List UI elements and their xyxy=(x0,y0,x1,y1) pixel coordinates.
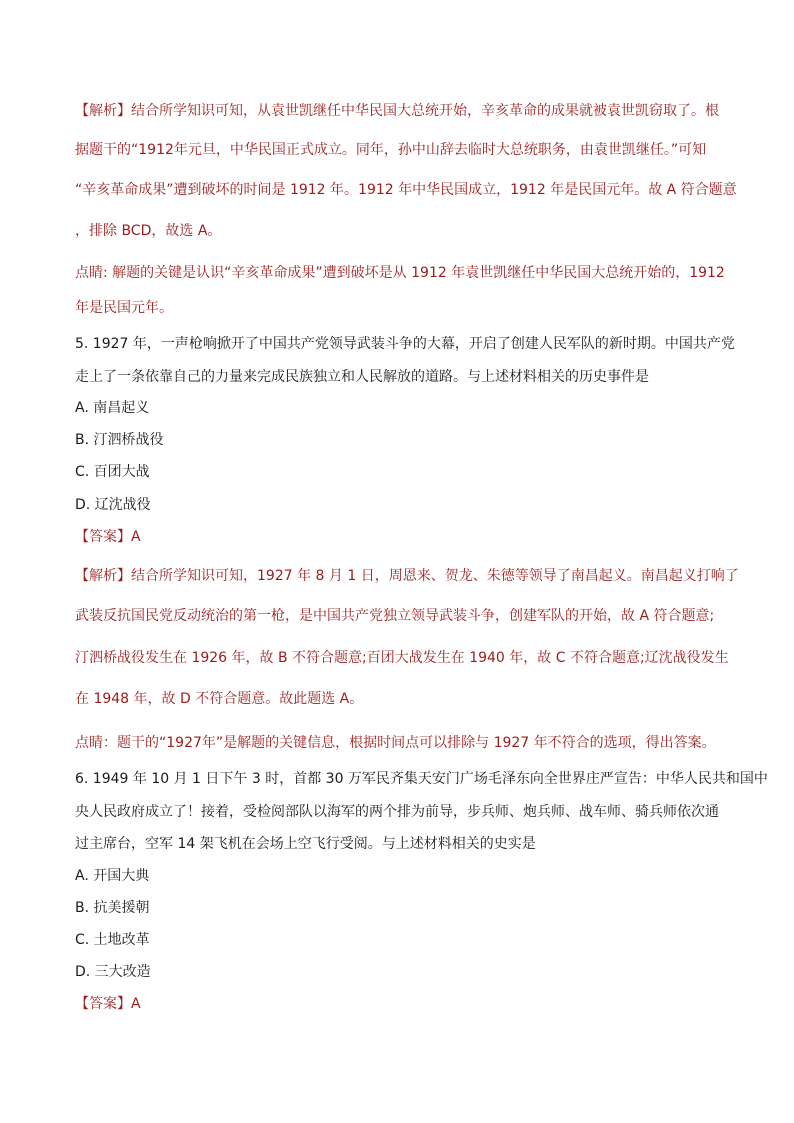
question-5-option-a: A. 南昌起义 xyxy=(75,400,150,416)
question-5-line-1: 5. 1927 年，一声枪响掀开了中国共产党领导武装斗争的大幕，开启了创建人民军队的新时期。中国共产党 xyxy=(75,336,735,352)
question-6-option-a: A. 开国大典 xyxy=(75,868,150,884)
analysis-4-line-4: ，排除 BCD，故选 A。 xyxy=(75,223,222,239)
question-6-option-b: B. 抗美援朝 xyxy=(75,900,150,916)
analysis-4-line-2: 据题干的“1912年元旦，中华民国正式成立。同年，孙中山辞去临时大总统职务，由袁世凯继任。”可知 xyxy=(75,142,707,158)
analysis-tag: 【解析】 xyxy=(75,103,131,119)
question-6-line-1: 6. 1949 年 10 月 1 日下午 3 时，首都 30 万军民齐集天安门广场毛泽东向全世界庄严宣告：中华人民共和国中 xyxy=(75,771,768,787)
answer-tag: 【答案】 xyxy=(75,996,131,1012)
question-5-option-b: B. 汀泗桥战役 xyxy=(75,432,164,448)
analysis-5-line-1: 【解析】结合所学知识可知，1927 年 8 月 1 日，周恩来、贺龙、朱德等领导了南昌起义。南昌起义打响了 xyxy=(75,568,739,584)
answer-5 xyxy=(75,527,141,547)
analysis-tag: 【解析】 xyxy=(75,568,131,584)
question-6-option-d: D. 三大改造 xyxy=(75,964,151,980)
question-5-line-2: 走上了一条依靠自己的力量来完成民族独立和人民解放的道路。与上述材料相关的历史事件是 xyxy=(75,369,649,385)
tip-label: 点睛: xyxy=(75,265,108,281)
question-6-line-3: 过主席台，空军 14 架飞机在会场上空飞行受阅。与上述材料相关的史实是 xyxy=(75,836,536,852)
question-5-option-d: D. 辽沈战役 xyxy=(75,497,151,513)
analysis-5-line-4: 在 1948 年，故 D 不符合题意。故此题选 A。 xyxy=(75,691,364,707)
analysis-5-line-2: 武装反抗国民党反动统治的第一枪，是中国共产党独立领导武装斗争，创建军队的开始，故 A 符合题意; xyxy=(75,608,715,624)
answer-value: A xyxy=(131,996,141,1012)
tip-4-line-1: 点睛: 解题的关键是认识“辛亥革命成果”遭到破坏是从 1912 年袁世凯继任中华民国大总统开始的，1912 xyxy=(75,265,725,281)
question-6-option-c: C. 土地改革 xyxy=(75,932,150,948)
analysis-5-line-3: 汀泗桥战役发生在 1926 年，故 B 不符合题意;百团大战发生在 1940 年，故 C 不符合题意;辽沈战役发生 xyxy=(75,650,729,666)
analysis-4-line-1: 【解析】结合所学知识可知，从袁世凯继任中华民国大总统开始，辛亥革命的成果就被袁世凯窃取了。根 xyxy=(75,103,719,119)
analysis-4-line-3: “辛亥革命成果”遭到破坏的时间是 1912 年。1912 年中华民国成立，1912 年是民国元年。故 A 符合题意 xyxy=(75,182,737,198)
answer-tag: 【答案】 xyxy=(75,529,131,545)
answer-6 xyxy=(75,994,141,1014)
tip-4-line-2: 年是民国元年。 xyxy=(75,300,173,316)
tip-label: 点睛： xyxy=(75,735,117,751)
question-6-line-2: 央人民政府成立了！接着，受检阅部队以海军的两个排为前导，步兵师、炮兵师、战车师、骑兵师依次通 xyxy=(75,804,719,820)
answer-value: A xyxy=(131,529,141,545)
question-5-option-c: C. 百团大战 xyxy=(75,464,150,480)
tip-5-line-1: 点睛：题干的“1927年”是解题的关键信息，根据时间点可以排除与 1927 年不符合的选项，得出答案。 xyxy=(75,735,716,751)
